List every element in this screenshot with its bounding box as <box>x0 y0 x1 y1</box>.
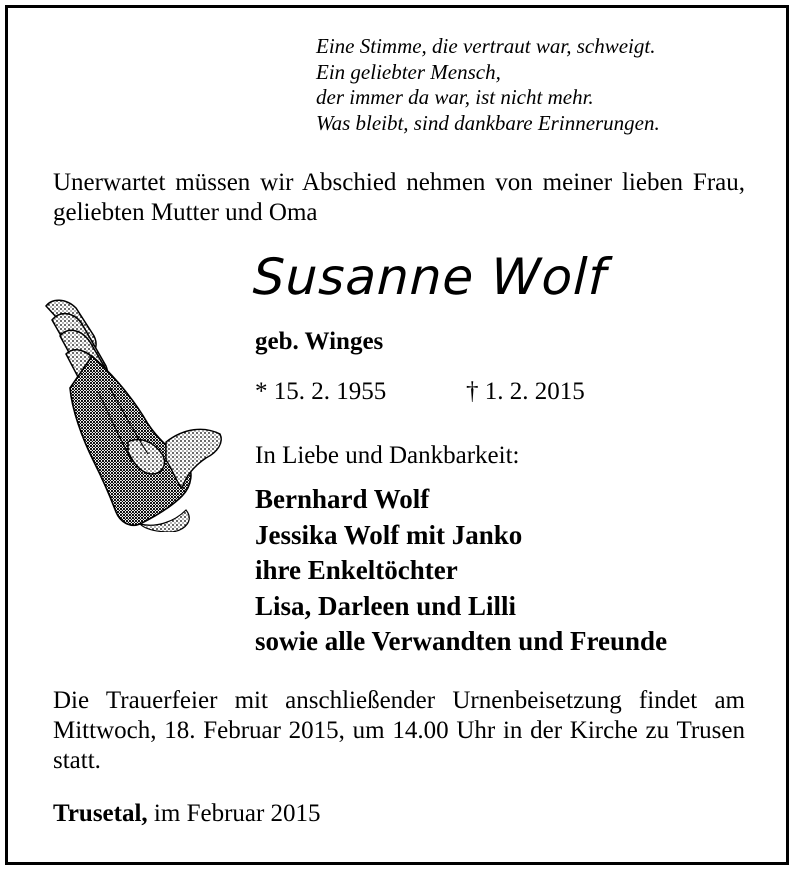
place: Trusetal, <box>53 800 148 827</box>
poem-line: Was bleibt, sind dankbare Erinnerungen. <box>316 110 660 135</box>
mourner-line: Lisa, Darleen und Lilli <box>255 590 517 621</box>
poem-line: Ein geliebter Mensch, <box>316 59 501 84</box>
intro-text: Unerwartet müssen wir Abschied nehmen von meiner lieben Frau, geliebten Mutter und Oma <box>53 169 745 226</box>
death-date: † 1. 2. 2015 <box>466 378 585 405</box>
poem-line: Eine Stimme, die vertraut war, schweigt. <box>316 34 656 58</box>
maiden-name: geb. Winges <box>255 328 384 355</box>
poem <box>316 34 756 136</box>
poem-line: der immer da war, ist nicht mehr. <box>316 85 594 109</box>
mourner-line: Jessika Wolf mit Janko <box>255 519 523 550</box>
birth-date: * 15. 2. 1955 <box>255 378 387 405</box>
mourner-line: sowie alle Verwandten und Freunde <box>255 626 668 656</box>
praying-hands-icon <box>36 292 226 532</box>
mourner-line: Bernhard Wolf <box>255 484 430 514</box>
place-date-line <box>53 800 321 828</box>
deceased-name: Susanne Wolf <box>251 248 608 306</box>
mourners-list <box>255 482 667 660</box>
ceremony-text: Die Trauerfeier mit anschließender Urnenbeisetzung findet am Mittwoch, 18. Februar 2015, um 14.00 Uhr in der Kirche zu Trusen statt. <box>53 687 745 774</box>
mourner-line: ihre Enkeltöchter <box>255 555 458 585</box>
date: im Februar 2015 <box>147 800 321 827</box>
thanks-line: In Liebe und Dankbarkeit: <box>255 442 520 469</box>
